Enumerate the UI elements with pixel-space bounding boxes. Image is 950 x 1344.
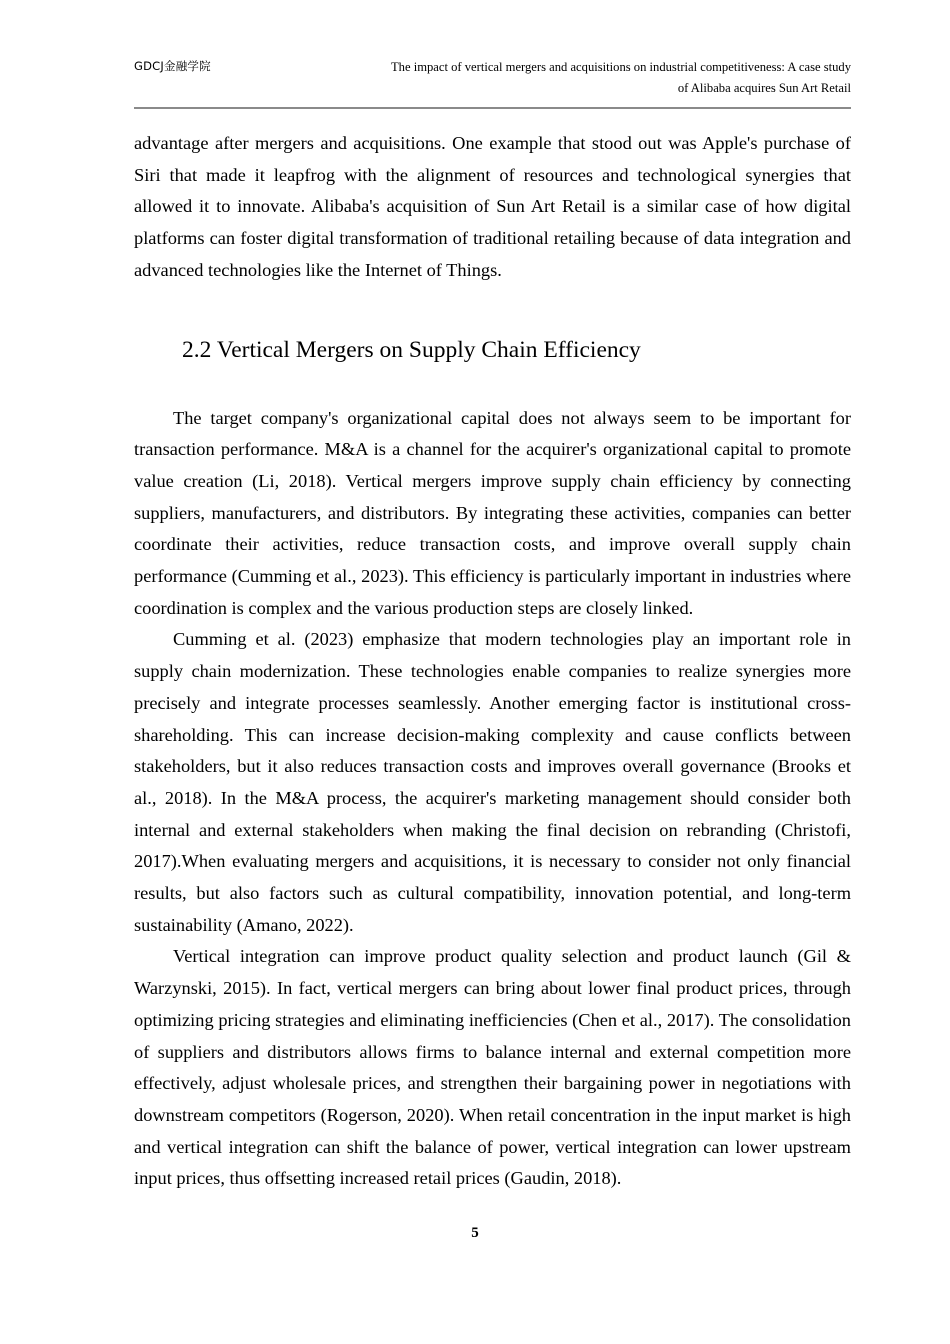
paragraph-vertical-integration-quality: Vertical integration can improve product quality selection and product launch (Gil & Warzynski, 2015). In fact, vertical mergers can bring about lower final product prices, through optimizing pricing strategies and eliminating inefficiencies (Chen et al., 2017). The consolidation of suppliers and distributors allows firms to balance internal and external competition more effectively, adjust wholesale prices, and strengthen their bargaining power in negotiations with downstream competitors (Rogerson, 2020). When retail concentration in the input market is high and vertical integration can shift the balance of power, vertical integration can lower upstream input prices, thus offsetting increased retail prices (Gaudin, 2018). <box>134 946 851 1189</box>
paragraph-cumming-modern-technologies: Cumming et al. (2023) emphasize that modern technologies play an important role in supply chain modernization. These technologies enable companies to realize synergies more precisely and integrate processes seamlessly. Another emerging factor is institutional cross-shareholding. This can increase decision-making complexity and cause conflicts between stakeholders, but it also reduces transaction costs and improves overall governance (Brooks et al., 2018). In the M&A process, the acquirer's marketing management should consider both internal and external stakeholders when making the final decision on rebranding (Christofi, 2017).When evaluating mergers and acquisitions, it is necessary to consider not only financial results, but also factors such as cultural compatibility, innovation potential, and long-term sustainability (Amano, 2022). <box>134 629 851 935</box>
header-title-line-1: The impact of vertical mergers and acquisitions on industrial competitiveness: A case study <box>390 60 851 74</box>
running-header <box>134 57 851 99</box>
section-heading-2-2: 2.2 Vertical Mergers on Supply Chain Efficiency <box>182 336 641 363</box>
header-document-title <box>311 57 851 99</box>
spacer-after-heading <box>134 367 851 403</box>
paragraph-continuation: advantage after mergers and acquisitions. One example that stood out was Apple's purchase of Siri that made it leapfrog with the alignment of resources and technological synergies that allowed it to innovate. Alibaba's acquisition of Sun Art Retail is a similar case of how digital platforms can foster digital transformation of traditional retailing because of data integration and advanced technologies like the Internet of Things. <box>134 133 851 280</box>
page-number: 5 <box>471 1225 479 1241</box>
header-divider <box>134 107 851 109</box>
spacer-before-heading <box>134 287 851 333</box>
page-content <box>134 128 851 1195</box>
header-institution: GDCJ金融学院 <box>134 59 211 73</box>
paragraph-target-company-capital: The target company's organizational capital does not always seem to be important for transaction performance. M&A is a channel for the acquirer's organizational capital to promote value creation (Li, 2018). Vertical mergers improve supply chain efficiency by connecting suppliers, manufacturers, and distributors. By integrating these activities, companies can better coordinate their activities, reduce transaction costs, and improve overall supply chain performance (Cumming et al., 2023). This efficiency is particularly important in industries where coordination is complex and the various production steps are closely linked. <box>134 407 851 618</box>
header-title-line-2: of Alibaba acquires Sun Art Retail <box>677 81 851 95</box>
